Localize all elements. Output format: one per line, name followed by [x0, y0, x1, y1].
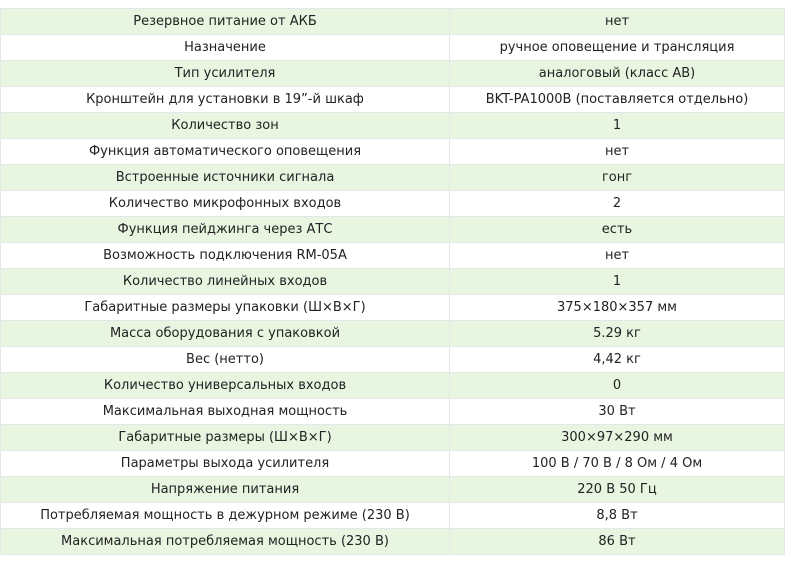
table-row [1, 139, 785, 165]
spec-name: Кронштейн для установки в 19”-й шкаф [1, 87, 450, 113]
spec-value: 300×97×290 мм [450, 425, 785, 451]
table-row [1, 35, 785, 61]
spec-name: Встроенные источники сигнала [1, 165, 450, 191]
spec-name: Параметры выхода усилителя [1, 451, 450, 477]
table-row [1, 243, 785, 269]
table-row [1, 399, 785, 425]
table-row [1, 503, 785, 529]
spec-name: Возможность подключения RM-05A [1, 243, 450, 269]
table-row [1, 321, 785, 347]
table-row [1, 477, 785, 503]
spec-value: есть [450, 217, 785, 243]
table-row [1, 87, 785, 113]
spec-name: Количество микрофонных входов [1, 191, 450, 217]
spec-value: нет [450, 9, 785, 35]
spec-value: 5.29 кг [450, 321, 785, 347]
spec-name: Резервное питание от АКБ [1, 9, 450, 35]
table-row [1, 269, 785, 295]
spec-value: 86 Вт [450, 529, 785, 555]
spec-value: 1 [450, 113, 785, 139]
spec-value: 4,42 кг [450, 347, 785, 373]
spec-value: нет [450, 139, 785, 165]
spec-name: Габаритные размеры упаковки (Ш×В×Г) [1, 295, 450, 321]
table-row [1, 529, 785, 555]
spec-name: Масса оборудования с упаковкой [1, 321, 450, 347]
spec-name: Количество линейных входов [1, 269, 450, 295]
spec-value: 0 [450, 373, 785, 399]
table-row [1, 373, 785, 399]
spec-value: гонг [450, 165, 785, 191]
spec-value: 100 В / 70 В / 8 Ом / 4 Ом [450, 451, 785, 477]
spec-name: Тип усилителя [1, 61, 450, 87]
table-row [1, 217, 785, 243]
spec-name: Количество универсальных входов [1, 373, 450, 399]
spec-name: Количество зон [1, 113, 450, 139]
spec-value: нет [450, 243, 785, 269]
spec-name: Напряжение питания [1, 477, 450, 503]
table-row [1, 347, 785, 373]
spec-name: Вес (нетто) [1, 347, 450, 373]
table-row [1, 113, 785, 139]
table-row [1, 61, 785, 87]
spec-name: Габаритные размеры (Ш×В×Г) [1, 425, 450, 451]
table-row [1, 165, 785, 191]
spec-name: Максимальная потребляемая мощность (230 В) [1, 529, 450, 555]
spec-value: 8,8 Вт [450, 503, 785, 529]
spec-value: 30 Вт [450, 399, 785, 425]
table-row [1, 425, 785, 451]
spec-value: BKT-PA1000B (поставляется отдельно) [450, 87, 785, 113]
specifications-table [0, 8, 785, 555]
spec-value: 2 [450, 191, 785, 217]
table-row [1, 191, 785, 217]
spec-name: Назначение [1, 35, 450, 61]
table-row [1, 9, 785, 35]
spec-value: аналоговый (класс AB) [450, 61, 785, 87]
spec-value: 375×180×357 мм [450, 295, 785, 321]
spec-name: Функция пейджинга через АТС [1, 217, 450, 243]
spec-value: 1 [450, 269, 785, 295]
spec-name: Функция автоматического оповещения [1, 139, 450, 165]
table-row [1, 295, 785, 321]
table-row [1, 451, 785, 477]
spec-value: 220 В 50 Гц [450, 477, 785, 503]
spec-name: Максимальная выходная мощность [1, 399, 450, 425]
spec-value: ручное оповещение и трансляция [450, 35, 785, 61]
spec-name: Потребляемая мощность в дежурном режиме (230 В) [1, 503, 450, 529]
